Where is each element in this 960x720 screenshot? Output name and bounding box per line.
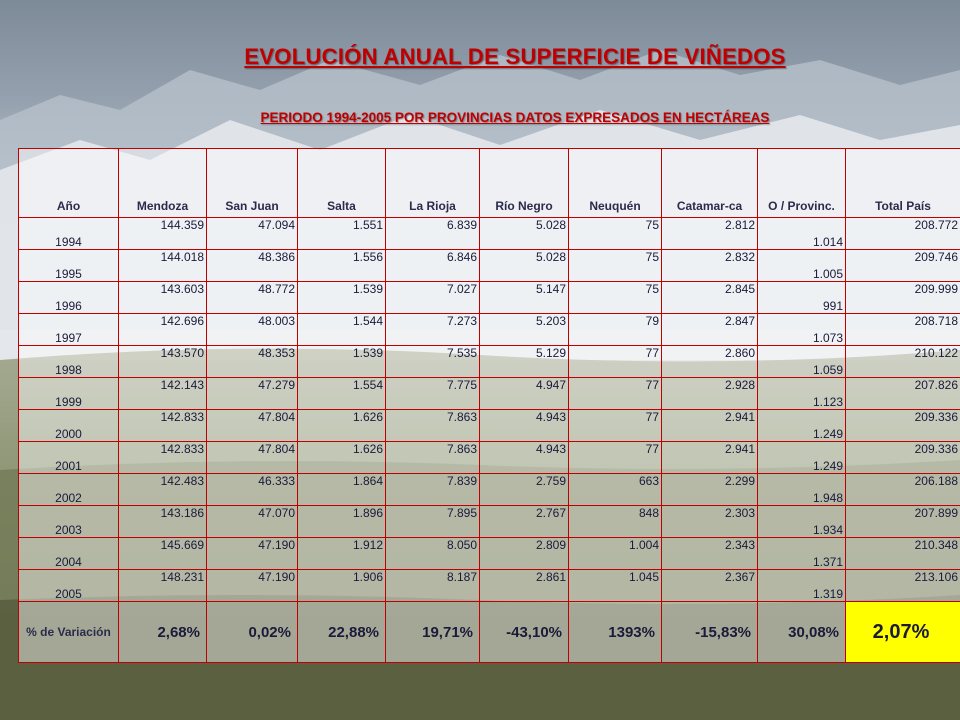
- table-row: [19, 314, 960, 346]
- value-cell: 75: [569, 282, 662, 314]
- value-cell: 7.839: [386, 474, 480, 506]
- value-cell: 7.027: [386, 282, 480, 314]
- value-cell: 2.303: [662, 506, 758, 538]
- value-cell: 7.863: [386, 410, 480, 442]
- value-cell: 144.018: [119, 250, 207, 282]
- value-cell: 47.804: [207, 410, 298, 442]
- value-cell: 6.846: [386, 250, 480, 282]
- value-cell: 79: [569, 314, 662, 346]
- value-cell: 663: [569, 474, 662, 506]
- value-cell: 2.845: [662, 282, 758, 314]
- value-cell: 77: [569, 442, 662, 474]
- value-cell: 206.188: [846, 474, 960, 506]
- value-cell: 47.094: [207, 218, 298, 250]
- value-cell: 2.860: [662, 346, 758, 378]
- year-cell: 2002: [19, 474, 119, 506]
- value-cell: 207.826: [846, 378, 960, 410]
- table-row: [19, 474, 960, 506]
- value-cell: 1.073: [758, 314, 846, 346]
- value-cell: 2.299: [662, 474, 758, 506]
- value-cell: 1.005: [758, 250, 846, 282]
- value-cell: 2.941: [662, 442, 758, 474]
- value-cell: 2.941: [662, 410, 758, 442]
- table-body: [19, 218, 960, 663]
- variation-label: % de Variación: [19, 602, 119, 663]
- value-cell: 48.353: [207, 346, 298, 378]
- vineyard-area-table: [18, 148, 960, 663]
- value-cell: 2.367: [662, 570, 758, 602]
- column-header: O / Provinc.: [758, 149, 846, 218]
- variation-cell: 1393%: [569, 602, 662, 663]
- value-cell: 1.554: [298, 378, 386, 410]
- year-cell: 2001: [19, 442, 119, 474]
- value-cell: 209.336: [846, 410, 960, 442]
- value-cell: 5.203: [480, 314, 569, 346]
- variation-row: [19, 602, 960, 663]
- total-variation-cell: 2,07%: [846, 602, 960, 663]
- year-cell: 1997: [19, 314, 119, 346]
- value-cell: 1.551: [298, 218, 386, 250]
- value-cell: 2.832: [662, 250, 758, 282]
- value-cell: 48.386: [207, 250, 298, 282]
- value-cell: 7.535: [386, 346, 480, 378]
- value-cell: 8.050: [386, 538, 480, 570]
- value-cell: 1.539: [298, 346, 386, 378]
- value-cell: 75: [569, 250, 662, 282]
- variation-cell: -43,10%: [480, 602, 569, 663]
- value-cell: 210.122: [846, 346, 960, 378]
- table-row: [19, 570, 960, 602]
- column-header: Salta: [298, 149, 386, 218]
- value-cell: 1.059: [758, 346, 846, 378]
- year-cell: 2000: [19, 410, 119, 442]
- value-cell: 209.746: [846, 250, 960, 282]
- value-cell: 4.947: [480, 378, 569, 410]
- value-cell: 1.626: [298, 442, 386, 474]
- value-cell: 47.190: [207, 538, 298, 570]
- table-header-row: [19, 149, 960, 218]
- variation-cell: 0,02%: [207, 602, 298, 663]
- value-cell: 1.249: [758, 442, 846, 474]
- value-cell: 991: [758, 282, 846, 314]
- table-row: [19, 378, 960, 410]
- value-cell: 46.333: [207, 474, 298, 506]
- value-cell: 143.570: [119, 346, 207, 378]
- year-cell: 2003: [19, 506, 119, 538]
- value-cell: 1.948: [758, 474, 846, 506]
- value-cell: 143.186: [119, 506, 207, 538]
- value-cell: 1.544: [298, 314, 386, 346]
- value-cell: 143.603: [119, 282, 207, 314]
- value-cell: 7.775: [386, 378, 480, 410]
- year-cell: 1996: [19, 282, 119, 314]
- year-cell: 2005: [19, 570, 119, 602]
- value-cell: 5.028: [480, 250, 569, 282]
- value-cell: 210.348: [846, 538, 960, 570]
- value-cell: 5.129: [480, 346, 569, 378]
- value-cell: 7.895: [386, 506, 480, 538]
- value-cell: 7.863: [386, 442, 480, 474]
- value-cell: 144.359: [119, 218, 207, 250]
- value-cell: 2.343: [662, 538, 758, 570]
- value-cell: 1.319: [758, 570, 846, 602]
- value-cell: 6.839: [386, 218, 480, 250]
- table-row: [19, 410, 960, 442]
- column-header: San Juan: [207, 149, 298, 218]
- value-cell: 145.669: [119, 538, 207, 570]
- value-cell: 142.143: [119, 378, 207, 410]
- column-header: Neuquén: [569, 149, 662, 218]
- value-cell: 77: [569, 378, 662, 410]
- table-row: [19, 282, 960, 314]
- variation-cell: 2,68%: [119, 602, 207, 663]
- column-header: Año: [19, 149, 119, 218]
- value-cell: 1.906: [298, 570, 386, 602]
- value-cell: 2.767: [480, 506, 569, 538]
- value-cell: 4.943: [480, 410, 569, 442]
- value-cell: 1.896: [298, 506, 386, 538]
- variation-cell: 19,71%: [386, 602, 480, 663]
- value-cell: 1.626: [298, 410, 386, 442]
- value-cell: 142.833: [119, 410, 207, 442]
- column-header: Río Negro: [480, 149, 569, 218]
- value-cell: 47.070: [207, 506, 298, 538]
- value-cell: 1.934: [758, 506, 846, 538]
- value-cell: 208.772: [846, 218, 960, 250]
- value-cell: 142.696: [119, 314, 207, 346]
- value-cell: 1.045: [569, 570, 662, 602]
- column-header: Mendoza: [119, 149, 207, 218]
- value-cell: 5.147: [480, 282, 569, 314]
- page-title: EVOLUCIÓN ANUAL DE SUPERFICIE DE VIÑEDOS: [244, 44, 786, 69]
- value-cell: 48.772: [207, 282, 298, 314]
- value-cell: 2.812: [662, 218, 758, 250]
- column-header: Total País: [846, 149, 960, 218]
- value-cell: 1.014: [758, 218, 846, 250]
- value-cell: 47.804: [207, 442, 298, 474]
- value-cell: 2.847: [662, 314, 758, 346]
- value-cell: 77: [569, 346, 662, 378]
- value-cell: 1.123: [758, 378, 846, 410]
- value-cell: 148.231: [119, 570, 207, 602]
- year-cell: 1994: [19, 218, 119, 250]
- year-cell: 1998: [19, 346, 119, 378]
- table-row: [19, 442, 960, 474]
- table-row: [19, 250, 960, 282]
- value-cell: 2.861: [480, 570, 569, 602]
- value-cell: 1.864: [298, 474, 386, 506]
- year-cell: 1995: [19, 250, 119, 282]
- value-cell: 209.999: [846, 282, 960, 314]
- column-header: La Rioja: [386, 149, 480, 218]
- value-cell: 1.004: [569, 538, 662, 570]
- value-cell: 209.336: [846, 442, 960, 474]
- value-cell: 2.809: [480, 538, 569, 570]
- value-cell: 5.028: [480, 218, 569, 250]
- value-cell: 75: [569, 218, 662, 250]
- value-cell: 8.187: [386, 570, 480, 602]
- value-cell: 48.003: [207, 314, 298, 346]
- value-cell: 47.190: [207, 570, 298, 602]
- variation-cell: 30,08%: [758, 602, 846, 663]
- value-cell: 1.249: [758, 410, 846, 442]
- value-cell: 2.928: [662, 378, 758, 410]
- value-cell: 4.943: [480, 442, 569, 474]
- table-row: [19, 538, 960, 570]
- table-row: [19, 218, 960, 250]
- column-header: Catamar-ca: [662, 149, 758, 218]
- value-cell: 1.912: [298, 538, 386, 570]
- year-cell: 1999: [19, 378, 119, 410]
- value-cell: 77: [569, 410, 662, 442]
- value-cell: 142.483: [119, 474, 207, 506]
- table-row: [19, 506, 960, 538]
- variation-cell: -15,83%: [662, 602, 758, 663]
- value-cell: 47.279: [207, 378, 298, 410]
- year-cell: 2004: [19, 538, 119, 570]
- value-cell: 1.539: [298, 282, 386, 314]
- value-cell: 142.833: [119, 442, 207, 474]
- value-cell: 213.106: [846, 570, 960, 602]
- value-cell: 207.899: [846, 506, 960, 538]
- value-cell: 848: [569, 506, 662, 538]
- value-cell: 208.718: [846, 314, 960, 346]
- value-cell: 1.556: [298, 250, 386, 282]
- table-row: [19, 346, 960, 378]
- value-cell: 1.371: [758, 538, 846, 570]
- value-cell: 7.273: [386, 314, 480, 346]
- variation-cell: 22,88%: [298, 602, 386, 663]
- page-subtitle: PERIODO 1994-2005 POR PROVINCIAS DATOS EXPRESADOS EN HECTÁREAS: [260, 110, 770, 125]
- value-cell: 2.759: [480, 474, 569, 506]
